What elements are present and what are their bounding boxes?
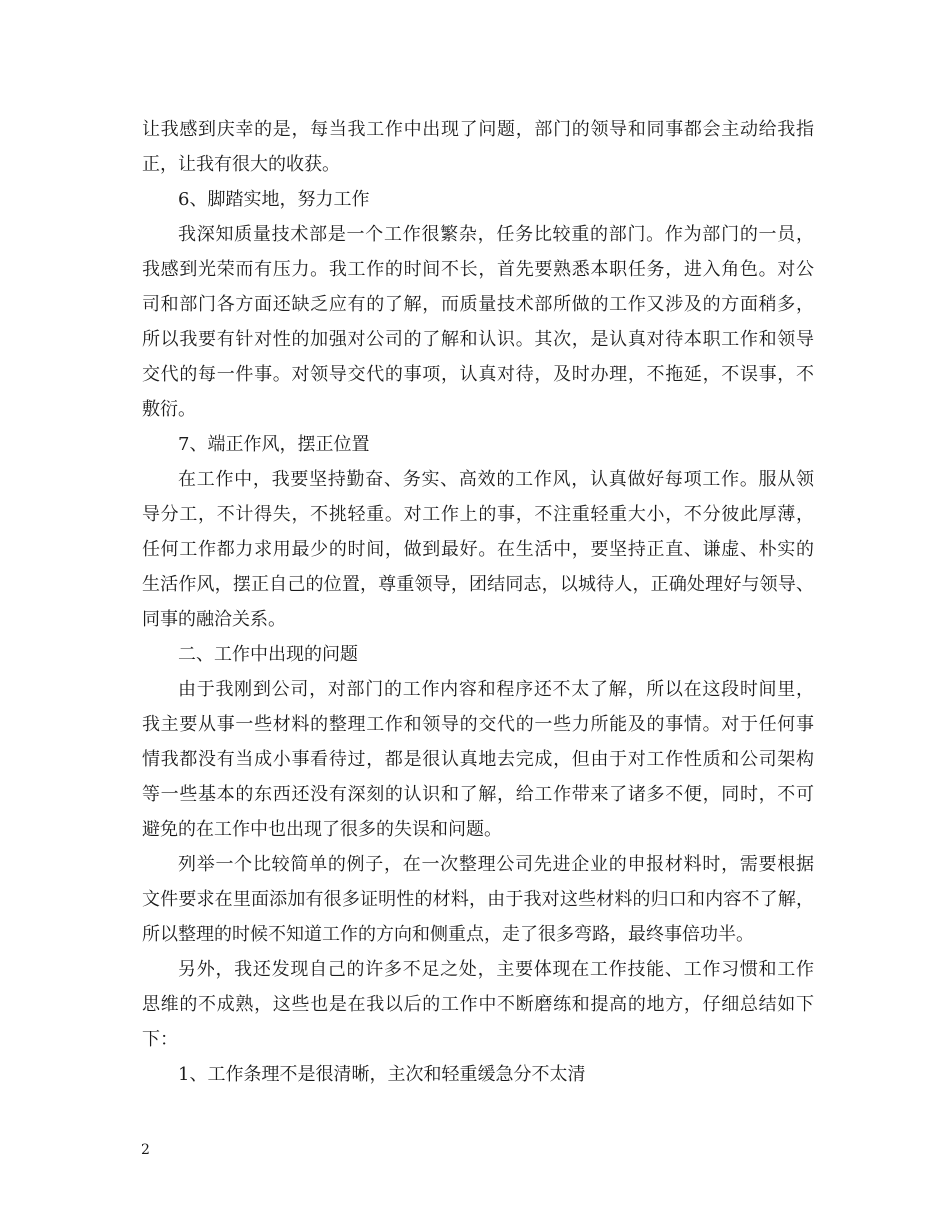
text-line: 敷衍。 [142, 399, 196, 420]
text-line: 7、端正作风，摆正位置 [178, 434, 370, 455]
body-text [142, 112, 814, 1092]
text-line: 6、脚踏实地，努力工作 [178, 189, 370, 210]
text-line: 我深知质量技术部是一个工作很繁杂，任务比较重的部门。作为部门的一员， [178, 224, 814, 245]
text-line: 正，让我有很大的收获。 [142, 154, 340, 175]
text-line: 同事的融洽关系。 [142, 609, 286, 630]
text-line: 交代的每一件事。对领导交代的事项，认真对待，及时办理，不拖延，不误事，不 [142, 364, 814, 385]
text-line: 司和部门各方面还缺乏应有的了解，而质量技术部所做的工作又涉及的方面稍多， [142, 294, 814, 315]
text-line: 在工作中，我要坚持勤奋、务实、高效的工作风，认真做好每项工作。服从领 [178, 469, 814, 490]
text-line: 让我感到庆幸的是，每当我工作中出现了问题，部门的领导和同事都会主动给我指 [142, 119, 814, 140]
text-line: 由于我刚到公司，对部门的工作内容和程序还不太了解，所以在这段时间里， [178, 679, 814, 700]
text-line: 下： [142, 1029, 178, 1050]
text-line: 另外，我还发现自己的许多不足之处，主要体现在工作技能、工作习惯和工作 [178, 959, 814, 980]
text-line: 二、工作中出现的问题 [178, 644, 358, 665]
text-line: 列举一个比较简单的例子，在一次整理公司先进企业的申报材料时，需要根据 [178, 854, 814, 875]
text-line: 导分工，不计得失，不挑轻重。对工作上的事，不注重轻重大小，不分彼此厚薄， [142, 504, 814, 525]
text-line: 思维的不成熟，这些也是在我以后的工作中不断磨练和提高的地方，仔细总结如下 [142, 994, 814, 1015]
text-line: 避免的在工作中也出现了很多的失误和问题。 [142, 819, 502, 840]
text-line: 所以整理的时候不知道工作的方向和侧重点，走了很多弯路，最终事倍功半。 [142, 924, 754, 945]
text-line: 情我都没有当成小事看待过，都是很认真地去完成，但由于对工作性质和公司架构 [142, 749, 814, 770]
text-line: 文件要求在里面添加有很多证明性的材料，由于我对这些材料的归口和内容不了解， [142, 889, 814, 910]
text-line: 所以我要有针对性的加强对公司的了解和认识。其次，是认真对待本职工作和领导 [142, 329, 814, 350]
text-line: 我感到光荣而有压力。我工作的时间不长，首先要熟悉本职任务，进入角色。对公 [142, 259, 814, 280]
page-number: 2 [141, 1142, 150, 1158]
text-line: 1、工作条理不是很清晰，主次和轻重缓急分不太清 [178, 1064, 586, 1085]
text-line: 等一些基本的东西还没有深刻的认识和了解，给工作带来了诸多不便，同时，不可 [142, 784, 814, 805]
text-line: 生活作风，摆正自己的位置，尊重领导，团结同志，以城待人，正确处理好与领导、 [142, 574, 814, 595]
text-line: 任何工作都力求用最少的时间，做到最好。在生活中，要坚持正直、谦虚、朴实的 [142, 539, 814, 560]
text-line: 我主要从事一些材料的整理工作和领导的交代的一些力所能及的事情。对于任何事 [142, 714, 814, 735]
